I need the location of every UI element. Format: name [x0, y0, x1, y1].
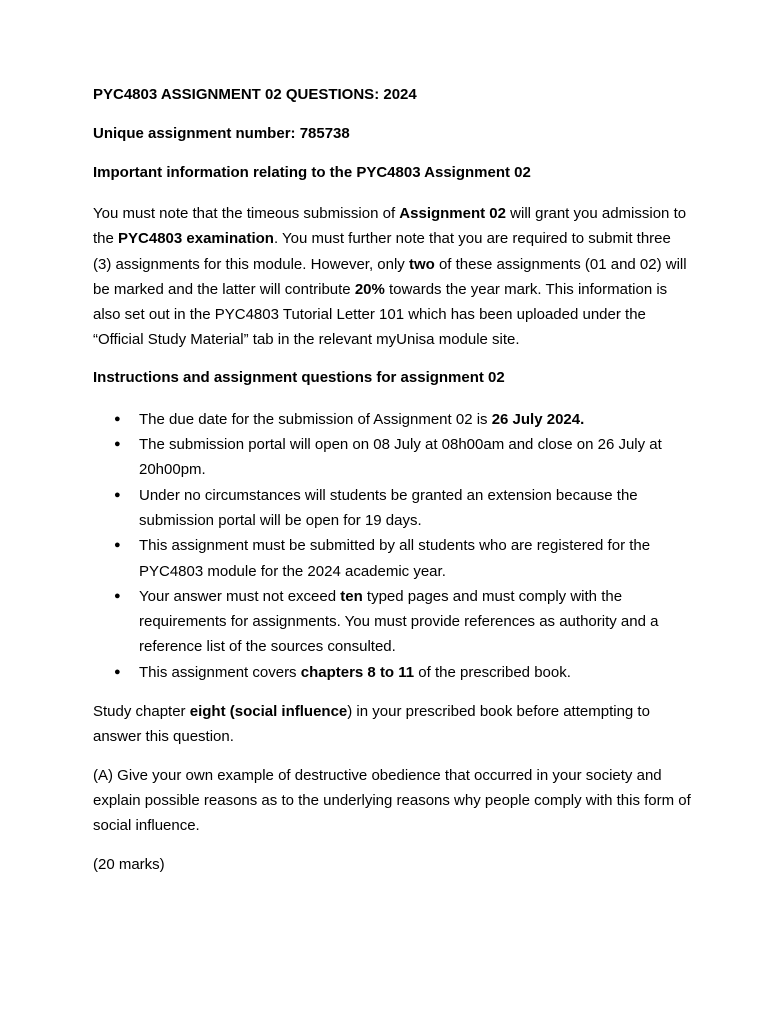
bullet-icon: ● [114, 488, 121, 501]
intro-bold-examination: PYC4803 examination [118, 230, 274, 248]
intro-text-4: of these assignments (01 and 02) will be marked and the latter will contribute [93, 255, 687, 298]
unique-assignment-number: Unique assignment number: 785738 [93, 125, 350, 142]
bullet-icon: ● [114, 438, 121, 451]
document-title: PYC4803 ASSIGNMENT 02 QUESTIONS: 2024 [93, 86, 417, 103]
study-instruction [93, 699, 693, 750]
list-item-bold: 26 July 2024. [491, 410, 585, 428]
list-item-text: The due date for the submission of Assignment 02 is [139, 410, 492, 428]
list-item [93, 533, 679, 584]
list-item-text-end: of the prescribed book. [414, 663, 571, 681]
list-item [93, 432, 679, 483]
list-item [93, 660, 679, 685]
important-info-heading: Important information relating to the PYC4803 Assignment 02 [93, 164, 531, 181]
study-text-end: ) in your prescribed book before attempting to answer this question. [93, 703, 650, 746]
marks-label: (20 marks) [93, 855, 165, 873]
bullet-icon: ● [114, 589, 121, 602]
bullet-icon: ● [114, 539, 121, 552]
instructions-list [93, 407, 693, 685]
list-item-text: This assignment covers [139, 663, 301, 681]
intro-paragraph [93, 201, 693, 353]
list-item-text-end: typed pages and must comply with the requirements for assignments. You must provide references as authority and a reference list of the sources consulted. [139, 587, 659, 656]
list-item-text: The submission portal will open on 08 July at 08h00am and close on 26 July at 20h00pm. [139, 436, 662, 479]
list-item-bold: chapters 8 to 11 [300, 663, 415, 681]
bullet-icon: ● [114, 412, 121, 425]
list-item-text: Under no circumstances will students be granted an extension because the submission portal will be open for 19 days. [139, 486, 638, 529]
intro-bold-percent: 20% [354, 280, 385, 298]
study-text-start: Study chapter [93, 703, 190, 721]
question-a: (A) Give your own example of destructive obedience that occurred in your society and explain possible reasons as to the underlying reasons why people comply with this form of social influence. [93, 766, 691, 835]
intro-text-2: will grant you admission to the [93, 205, 687, 248]
list-item-text: Your answer must not exceed [139, 587, 341, 605]
list-item-bold: ten [340, 587, 363, 605]
study-bold-chapter: eight (social influence [189, 703, 348, 721]
document-page [93, 84, 693, 877]
list-item [93, 584, 679, 660]
bullet-icon: ● [114, 665, 121, 678]
list-item-text: This assignment must be submitted by all students who are registered for the PYC4803 module for the 2024 academic year. [139, 537, 651, 580]
intro-bold-two: two [408, 255, 435, 273]
intro-text-1: You must note that the timeous submission of [93, 205, 400, 222]
intro-text-3: . You must further note that you are required to submit three (3) assignments for this module. However, only [93, 230, 671, 273]
list-item [93, 407, 679, 432]
list-item [93, 483, 679, 534]
intro-text-5: towards the year mark. This information is also set out in the PYC4803 Tutorial Letter 101 which has been uploaded under the “Official Study Material” tab in the relevant myUnisa module site. [93, 280, 668, 349]
intro-bold-assignment: Assignment 02 [399, 205, 506, 222]
instructions-heading: Instructions and assignment questions for assignment 02 [93, 368, 505, 386]
